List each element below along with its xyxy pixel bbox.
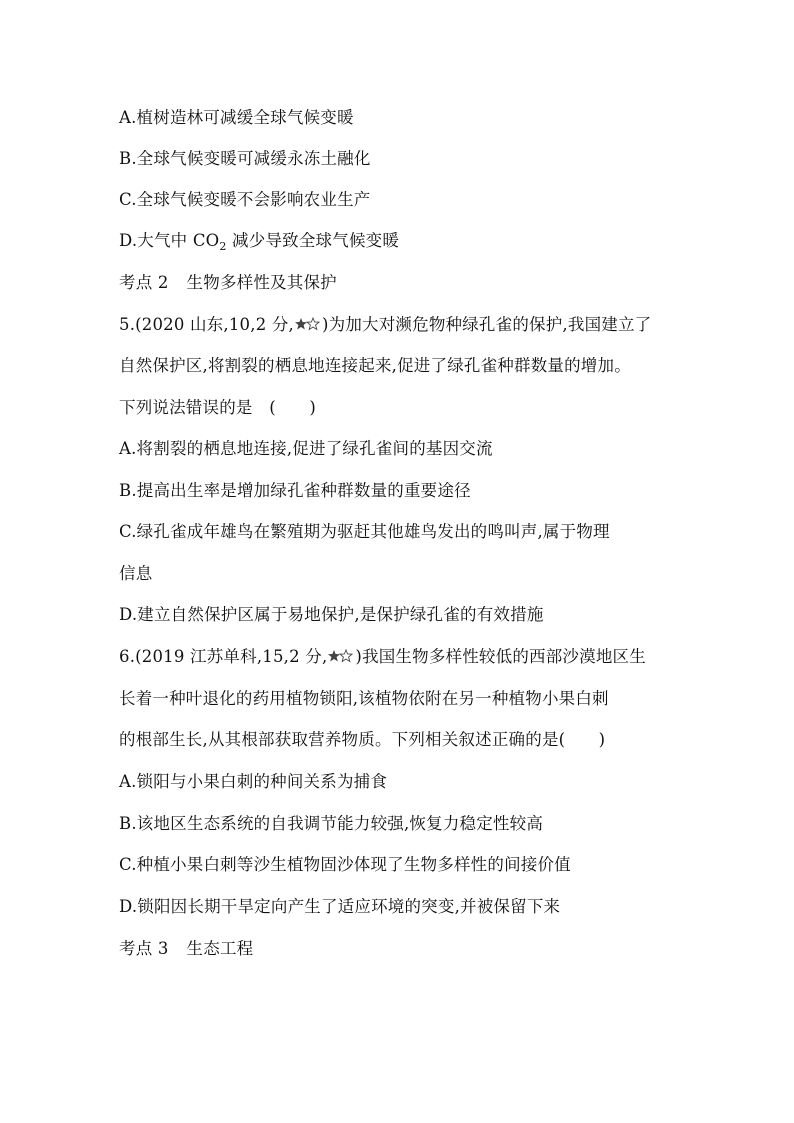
- q5-option-c-line-2: 信息: [119, 564, 153, 583]
- q6-stem-line-2: 长着一种叶退化的药用植物锁阳,该植物依附在另一种植物小果白刺: [119, 689, 609, 708]
- difficulty-stars-icon: [328, 649, 354, 663]
- q6-option-d: D.锁阳因长期干旱定向产生了适应环境的突变,并被保留下来: [119, 897, 561, 916]
- section-number: 考点 3: [119, 939, 169, 958]
- section-heading-3: [119, 938, 253, 960]
- q5-stem-line-1: [119, 314, 651, 336]
- section-title: 生态工程: [186, 939, 254, 958]
- q5-source: 5.(2020 山东,10,2 分,: [119, 315, 294, 334]
- q5-stem-line-3: 下列说法错误的是 ( ): [119, 398, 316, 417]
- q4-option-a: A.植树造林可减缓全球气候变暖: [119, 108, 354, 127]
- q4-option-c: C.全球气候变暖不会影响农业生产: [119, 190, 371, 209]
- q5-stem-text: )为加大对濒危物种绿孔雀的保护,我国建立了: [322, 315, 652, 334]
- co2-subscript: 2: [219, 240, 227, 253]
- q4-option-b: B.全球气候变暖可减缓永冻土融化: [119, 149, 371, 168]
- q4-option-d: [119, 230, 399, 258]
- section-heading-2: [119, 272, 337, 294]
- q6-source: 6.(2019 江苏单科,15,2 分,: [119, 647, 328, 666]
- q4-option-d-suffix: 减少导致全球气候变暖: [226, 231, 400, 250]
- q4-option-d-prefix: D.大气中 CO: [119, 231, 220, 250]
- q6-option-c: C.种植小果白刺等沙生植物固沙体现了生物多样性的间接价值: [119, 855, 571, 874]
- section-number: 考点 2: [119, 273, 169, 292]
- q5-option-d: D.建立自然保护区属于易地保护,是保护绿孔雀的有效措施: [119, 605, 544, 624]
- q5-stem-line-2: 自然保护区,将割裂的栖息地连接起来,促进了绿孔雀种群数量的增加。: [119, 356, 631, 375]
- q6-option-b: B.该地区生态系统的自我调节能力较强,恢复力稳定性较高: [119, 814, 544, 833]
- q6-stem-line-1: [119, 646, 646, 668]
- section-title: 生物多样性及其保护: [186, 273, 337, 292]
- q5-option-a: A.将割裂的栖息地连接,促进了绿孔雀间的基因交流: [119, 439, 493, 458]
- q6-option-a: A.锁阳与小果白刺的种间关系为捕食: [119, 772, 388, 791]
- q6-stem-line-3: 的根部生长,从其根部获取营养物质。下列相关叙述正确的是( ): [119, 730, 606, 749]
- q5-option-c-line-1: C.绿孔雀成年雄鸟在繁殖期为驱赶其他雄鸟发出的鸣叫声,属于物理: [119, 522, 610, 541]
- difficulty-stars-icon: [295, 317, 321, 331]
- q6-stem-text: )我国生物多样性较低的西部沙漠地区生: [355, 647, 646, 666]
- q5-option-b: B.提高出生率是增加绿孔雀种群数量的重要途径: [119, 481, 471, 500]
